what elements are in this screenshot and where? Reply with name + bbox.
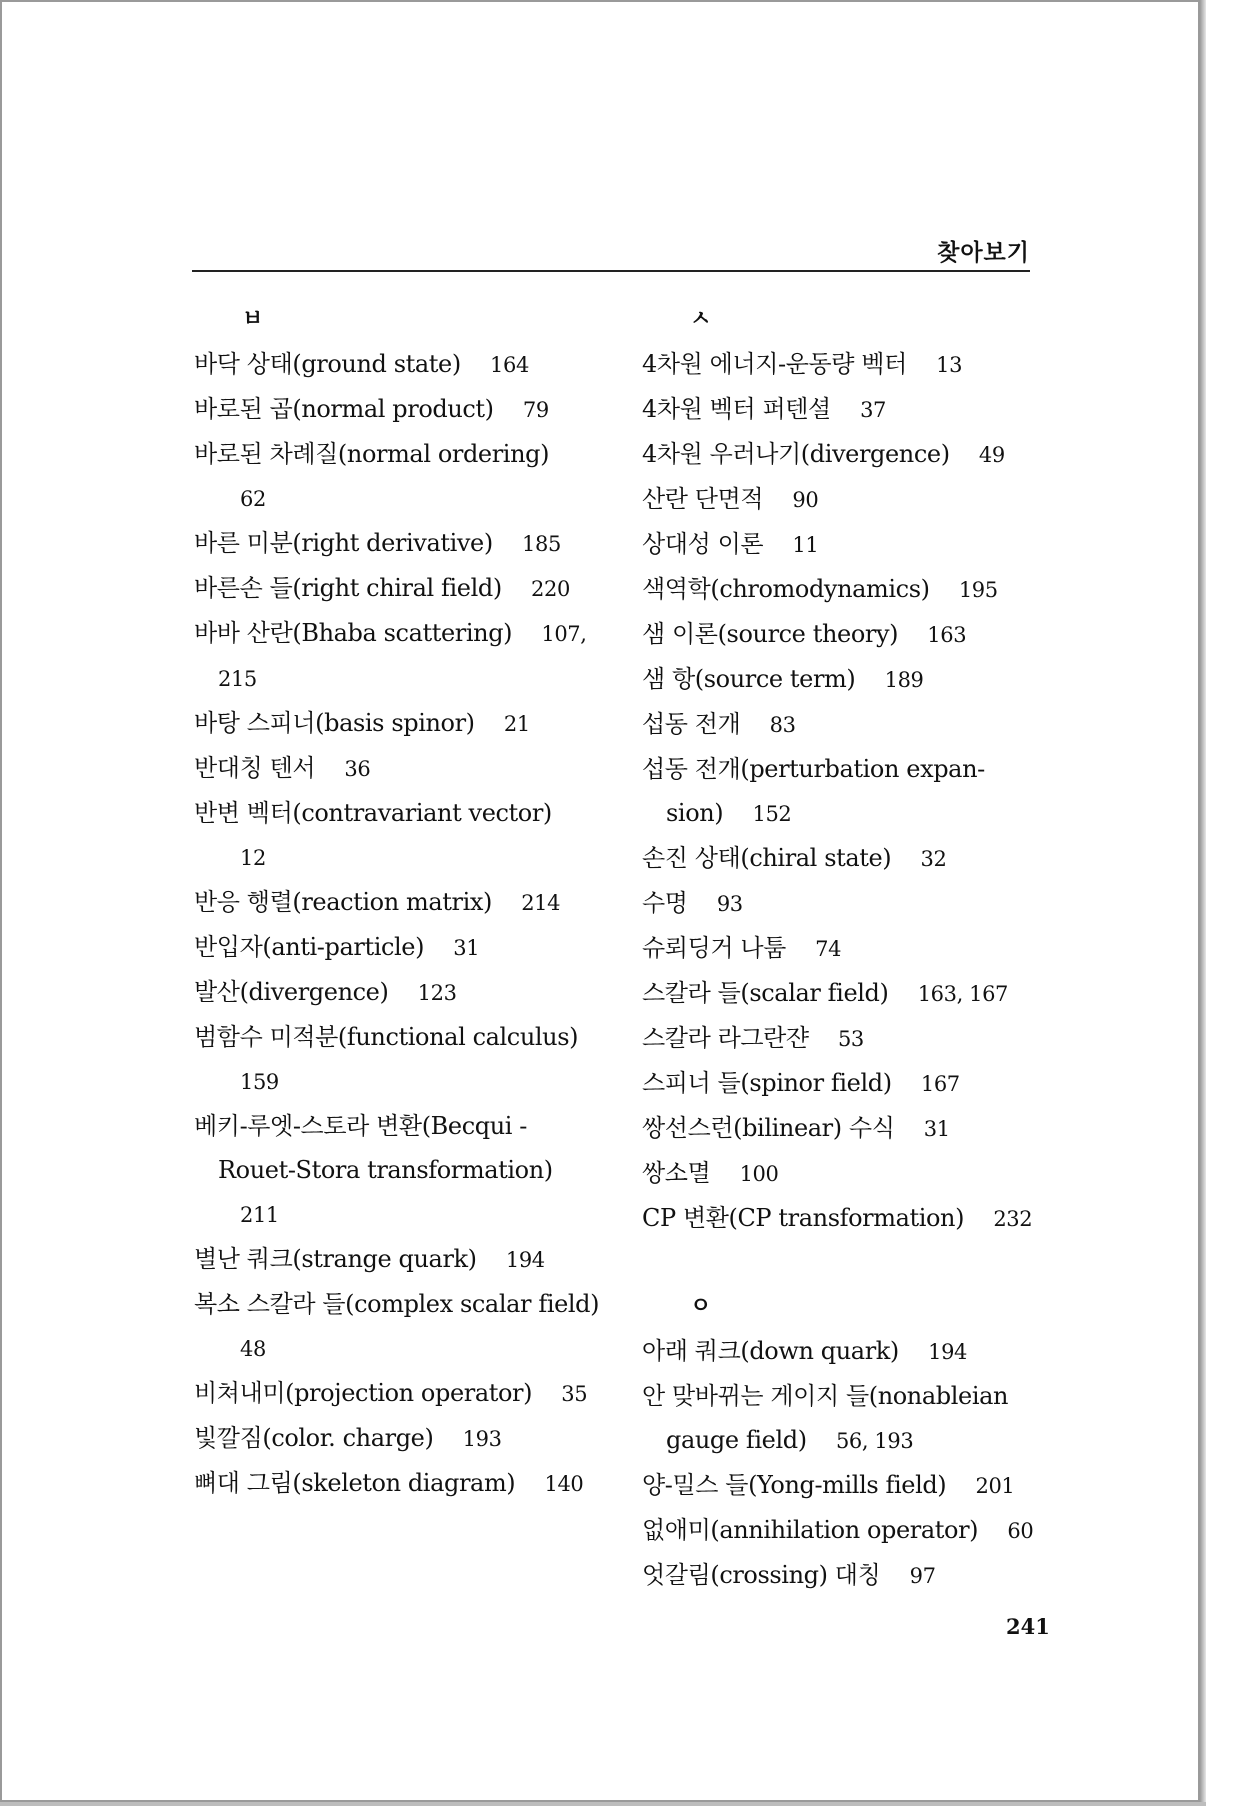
- index-term: 엇갈림(crossing) 대칭: [642, 1561, 881, 1589]
- index-page-refs: 12: [240, 846, 266, 870]
- index-entry: [642, 657, 1042, 702]
- index-term: 쌍소멸: [642, 1159, 711, 1187]
- index-term: 섭동 전개(perturbation expan- sion): [642, 755, 985, 827]
- index-term: 손진 상태(chiral state): [642, 844, 892, 872]
- index-term: 양-밀스 들(Yong-mills field): [642, 1471, 947, 1499]
- index-term: 범함수 미적분(functional calculus): [194, 1023, 579, 1051]
- index-entry: [642, 1151, 1042, 1196]
- index-entry: [642, 342, 1042, 387]
- page-edge-shadow: [1200, 0, 1206, 1806]
- index-term: 발산(divergence): [194, 978, 389, 1006]
- index-page-refs: 74: [815, 937, 842, 961]
- index-term: 바바 산란(Bhaba scattering): [194, 619, 513, 647]
- index-entry: [194, 970, 604, 1015]
- index-term: 반입자(anti-particle): [194, 933, 425, 961]
- index-term: 섭동 전개: [642, 710, 741, 738]
- index-term: 안 맞바뀌는 게이지 들(nonableian gauge field): [642, 1382, 1009, 1454]
- index-page-refs: 21: [503, 712, 530, 736]
- index-term: 산란 단면적: [642, 485, 764, 513]
- index-page-refs: 36: [344, 757, 371, 781]
- index-page-refs: 214: [521, 891, 561, 915]
- section-spacer: [642, 1241, 1042, 1285]
- index-entry: [194, 1416, 604, 1461]
- index-entry: [642, 387, 1042, 432]
- index-entry: [642, 522, 1042, 567]
- index-page-refs: 93: [716, 892, 743, 916]
- index-page-refs: 90: [792, 488, 819, 512]
- index-page-refs: 79: [522, 398, 549, 422]
- index-entry: [642, 1463, 1042, 1508]
- index-entry: [194, 925, 604, 970]
- index-page-refs: 53: [837, 1027, 864, 1051]
- index-term: 별난 쿼크(strange quark): [194, 1245, 477, 1273]
- index-page-refs: 185: [522, 532, 561, 556]
- section-heading: ㅇ: [690, 1294, 712, 1319]
- index-column-right: [642, 298, 1042, 1598]
- index-term: 쌍선스런(bilinear) 수식: [642, 1114, 895, 1142]
- index-term: 색역학(chromodynamics): [642, 575, 930, 603]
- index-page-refs: 37: [860, 398, 886, 422]
- index-entry: [642, 1196, 1042, 1241]
- index-page-refs: 163: [927, 623, 967, 647]
- index-entry-list: [642, 342, 1042, 1241]
- index-entry: [642, 1061, 1042, 1106]
- index-page-refs: 152: [752, 802, 792, 826]
- index-entry: [642, 1553, 1042, 1598]
- index-term: 스피너 들(spinor field): [642, 1069, 892, 1097]
- index-entry: [194, 1461, 604, 1506]
- index-term: 바른손 들(right chiral field): [194, 574, 502, 602]
- index-entry: [194, 566, 604, 611]
- index-entry: [194, 746, 604, 791]
- section-heading: ㅅ: [690, 307, 712, 332]
- index-term: 바닥 상태(ground state): [194, 350, 461, 378]
- index-entry: [642, 881, 1042, 926]
- index-page-refs: 194: [505, 1248, 545, 1272]
- index-term: 비쳐내미(projection operator): [194, 1379, 533, 1407]
- index-entry: [194, 432, 604, 521]
- index-term: 복소 스칼라 들(complex scalar field): [194, 1290, 600, 1318]
- index-term: 반대칭 텐서: [194, 754, 316, 782]
- index-page-refs: 49: [978, 443, 1005, 467]
- index-page-refs: 195: [958, 578, 998, 602]
- index-page-refs: 193: [462, 1427, 502, 1451]
- index-entry: [194, 1282, 604, 1371]
- index-page-refs: 201: [975, 1474, 1015, 1498]
- index-entry: [642, 1106, 1042, 1151]
- index-entry: [194, 1104, 604, 1237]
- index-page-refs: 31: [923, 1117, 950, 1141]
- index-page-refs: 32: [920, 847, 947, 871]
- index-entry: [642, 432, 1042, 477]
- index-entry: [642, 1374, 1042, 1463]
- index-term: 4차원 우러나기(divergence): [642, 440, 950, 468]
- index-term: 없애미(annihilation operator): [642, 1516, 979, 1544]
- index-term: 바로된 곱(normal product): [194, 395, 494, 423]
- index-term: 슈뢰딩거 나툼: [642, 934, 786, 962]
- index-page-refs: 62: [240, 487, 266, 511]
- index-entry: [642, 1508, 1042, 1553]
- index-page-refs: 140: [544, 1472, 584, 1496]
- index-term: 샘 이론(source theory): [642, 620, 899, 648]
- index-column-left: [194, 298, 604, 1506]
- index-entry: [194, 880, 604, 925]
- index-term: 수명: [642, 889, 688, 917]
- index-term: 샘 항(source term): [642, 665, 856, 693]
- index-page-refs: 60: [1007, 1519, 1034, 1543]
- index-entry-list: [194, 342, 604, 1506]
- index-page-refs: 48: [240, 1337, 266, 1361]
- index-entry: [642, 836, 1042, 881]
- index-term: 반변 벡터(contravariant vector): [194, 799, 552, 827]
- index-page-refs: 123: [417, 981, 457, 1005]
- index-entry-list: [642, 1329, 1042, 1598]
- index-entry: [194, 1237, 604, 1282]
- index-term: 스칼라 라그란쟌: [642, 1024, 809, 1052]
- index-term: 바른 미분(right derivative): [194, 529, 493, 557]
- index-term: 뼈대 그림(skeleton diagram): [194, 1469, 516, 1497]
- index-entry: [194, 1015, 604, 1104]
- running-head: [192, 230, 1030, 272]
- index-entry: [194, 701, 604, 746]
- section-heading: ㅂ: [242, 307, 264, 332]
- index-term: 상대성 이론: [642, 530, 764, 558]
- index-entry: [194, 521, 604, 566]
- index-term: 4차원 벡터 퍼텐셜: [642, 395, 831, 423]
- index-entry: [642, 702, 1042, 747]
- index-page-refs: 11: [792, 533, 819, 557]
- index-entry: [642, 926, 1042, 971]
- page-number: 241: [1006, 1614, 1050, 1639]
- index-page-refs: 220: [531, 577, 570, 601]
- index-page-refs: 97: [909, 1564, 936, 1588]
- index-term: 빛깔짐(color. charge): [194, 1424, 434, 1452]
- index-page-refs: 164: [490, 353, 529, 377]
- index-term: 바탕 스피너(basis spinor): [194, 709, 475, 737]
- index-page-refs: 189: [884, 668, 924, 692]
- index-entry: [642, 1329, 1042, 1374]
- index-term: 4차원 에너지-운동량 벡터: [642, 350, 907, 378]
- index-page-refs: 13: [936, 353, 963, 377]
- index-page-refs: 194: [928, 1340, 968, 1364]
- index-page-refs: 107, 215: [218, 622, 587, 691]
- index-entry: [194, 791, 604, 880]
- index-term: 반응 행렬(reaction matrix): [194, 888, 492, 916]
- index-entry: [642, 1016, 1042, 1061]
- index-entry: [642, 567, 1042, 612]
- index-term: 바로된 차례질(normal ordering): [194, 440, 550, 468]
- index-page-refs: 83: [769, 713, 796, 737]
- index-page-refs: 56, 193: [835, 1429, 914, 1453]
- index-page-refs: 211: [240, 1203, 279, 1227]
- index-entry: [194, 611, 604, 701]
- index-term: 아래 쿼크(down quark): [642, 1337, 899, 1365]
- index-page-refs: 163, 167: [917, 982, 1009, 1006]
- page-edge-shadow: [0, 1802, 1206, 1806]
- index-page-refs: 35: [561, 1382, 588, 1406]
- index-entry: [194, 342, 604, 387]
- index-entry: [194, 1371, 604, 1416]
- index-page-refs: 232: [993, 1207, 1033, 1231]
- index-entry: [642, 612, 1042, 657]
- index-entry: [194, 387, 604, 432]
- index-term: CP 변환(CP transformation): [642, 1204, 965, 1232]
- index-page-refs: 159: [240, 1070, 279, 1094]
- index-page-refs: 167: [920, 1072, 960, 1096]
- index-entry: [642, 747, 1042, 836]
- index-page-refs: 31: [453, 936, 480, 960]
- index-term: 스칼라 들(scalar field): [642, 979, 889, 1007]
- running-title: 찾아보기: [937, 240, 1030, 266]
- index-entry: [642, 971, 1042, 1016]
- index-entry: [642, 477, 1042, 522]
- index-page-refs: 100: [739, 1162, 779, 1186]
- index-term: 베키-루엣-스토라 변환(Becqui -Rouet-Stora transformation): [194, 1112, 553, 1184]
